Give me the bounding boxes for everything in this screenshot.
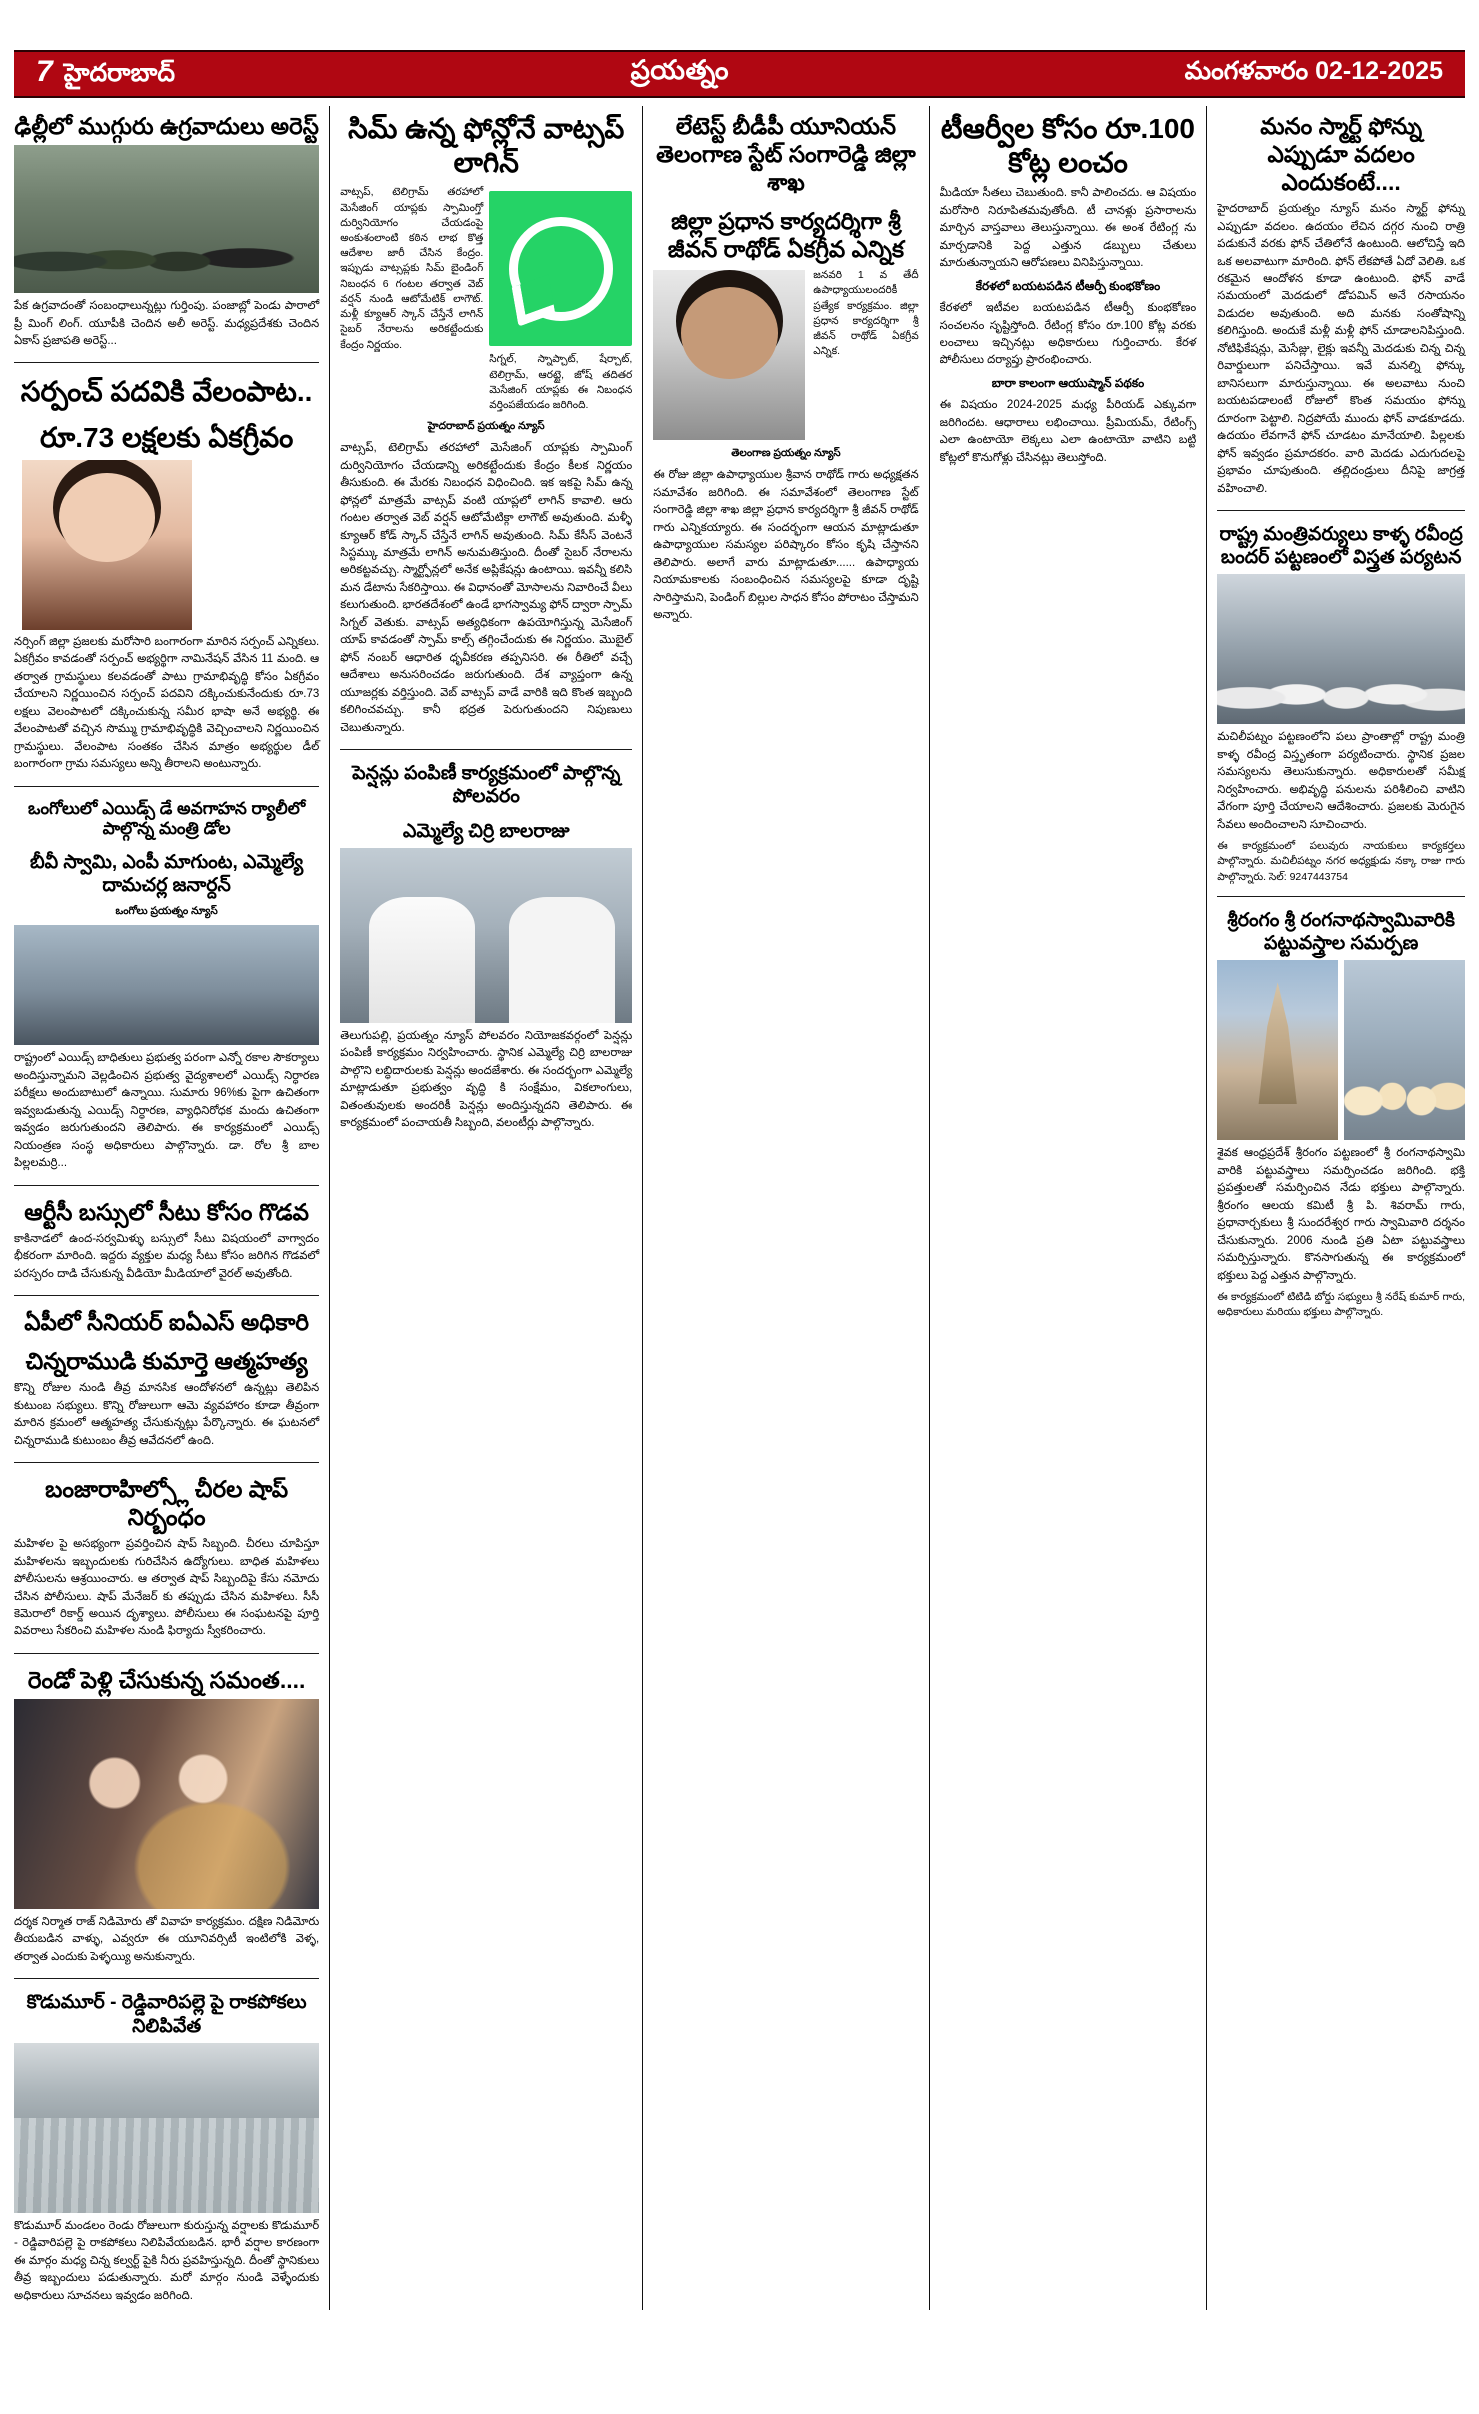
flood-road-photo [14, 2043, 319, 2213]
subhead-kerala-trp-scam: కేరళలో బయటపడిన టీఆర్పీ కుంభకోణం [975, 278, 1161, 293]
masthead-left [36, 55, 175, 94]
divider [340, 749, 632, 750]
column-divider [329, 106, 330, 2310]
headline-banjarahills-shop: బంజారాహిల్స్లో చీరల షాప్ నిర్బంధం [45, 1476, 289, 1531]
page-content [14, 106, 1465, 2310]
story-road-closure-body: కొడుమూర్ మండలం రెండు రోజులుగా కురుస్తున్న వర్షాలకు కొడుమూర్ - రెడ్డివారిపల్లె పై రాకపోకలు నిలిపివేయబడిన. భారీ వర్షాల కారణంగా ఈ మార్గం మధ్య చిన్న కల్వర్ట్ పైకి నీరు ప్రవహిస్తున్నది. దీంతో స్థానికులు తీవ్ర ఇబ్బందులు పడుతున్నారు. మరో మార్గం నుండి వెళ్ళేందుకు అధికారులు సూచనలు ఇవ్వడం జరిగింది. [14, 2219, 320, 2302]
headline-pension-distribution: పెన్షన్లు పంపిణీ కార్యక్రమంలో పాల్గొన్న పోలవరం [352, 763, 621, 808]
headline-srirangam-offering: శ్రీరంగం శ్రీ రంగనాథస్వామివారికి పట్టువస్త్రాల సమర్పణ [1227, 909, 1455, 955]
minister-visit-caption: ఈ కార్యక్రమంలో పలువురు నాయకులు కార్యకర్తలు పాల్గొన్నారు. మచిలీపట్నం నగర అధ్యక్షుడు నక్కా రాజు గారు పాల్గొన్నారు. సెల్: 9247443754 [1217, 840, 1465, 883]
subhead-ayushman-scheme: బారా కాలంగా ఆయుష్మాన్ పథకం [991, 375, 1145, 390]
story-bdp-union-body: ఈ రోజు జిల్లా ఉపాధ్యాయుల శ్రీవాన రాథోడ్ గారు అధ్యక్షతన సమావేశం జరిగింది. ఈ సమావేశంలో తెలంగాణ స్టేట్ సంగారెడ్డి జిల్లా శాఖ జిల్లా ప్రధాన కార్యదర్శిగా శ్రీ జీవన్ రాథోడ్ గారు ఎన్నికయ్యారు. ఈ సందర్భంగా ఆయన మాట్లాడుతూ ఉపాధ్యాయుల సమస్యల పరిష్కారం కోసం కృషి చేస్తానని తెలిపారు. అలాగే వారు మాట్లాడుతూ...... ఉపాధ్యాయ నియామకాలకు సంబంధించిన సమస్యలపై కూడా దృష్టి సారిస్తామని, పెండింగ్ బిల్లుల సాధన కోసం పోరాటం చేస్తామని అన్నారు. [653, 469, 919, 621]
phone-handset-icon [538, 246, 584, 292]
story-banjarahills-body: మహిళల పై అసభ్యంగా ప్రవర్తించిన షాప్ సిబ్బంది. చీరలు చూపిస్తూ మహిళలను ఇబ్బందులకు గురిచేసిన ఉద్యోగులు. బాధిత మహిళలు పోలీసులను ఆశ్రయించారు. ఆ తర్వాత షాప్ సిబ్బందిపై కేసు నమోదు చేసిన పోలీసులు. షాప్ మేనేజర్ కు తప్పుడు చేసిన మహిళలు. సీసీ కెమెరాలో రికార్డ్ అయిన దృశ్యాలు. పోలీసులు ఈ సంఘటనపై పూర్తి వివరాలు సేకరించి మహిళల నుండి ఫిర్యాదు స్వీకరించారు. [14, 1538, 320, 1638]
byline-hyderabad: హైదరాబాద్ ప్రయత్నం న్యూస్ [427, 420, 545, 433]
story-ayushman-body: ఈ విషయం 2024-2025 మధ్య పీరియడ్ ఎక్కువగా జరిగిందట. ఆధారాలు లభించాయి. ప్రీమియమ్, రేటింగ్స్ ఎలా ఉంటాయో లెక్కలు ఎలా ఉంటాయో వాటిని బట్టి కోట్లలో కొనుగోళ్లు చేసినట్లు తెలుస్తోంది. [939, 399, 1197, 464]
headline-smartphone-habit: మనం స్మార్ట్ ఫోన్ను ఎప్పుడూ వదలం ఎందుకంటే.... [1260, 113, 1423, 196]
divider [14, 786, 319, 787]
whatsapp-lead-text: వాట్సప్, టెలిగ్రామ్ తరహాలో మెసేజింగ్ యాప్లకు స్పామింగ్తో దుర్వినియోగం చేయడంపై అంకుశంలాంటి కఠిన లాభ కొత్త ఆదేశాల జారీ చేసిన కేంద్రం. ఇప్పుడు వాట్సప్లకు సిమ్ బైండింగ్ నిబంధన 6 గంటల తర్వాత వెబ్ వర్షన్ నుండి ఆటోమేటిక్ లాగౌట్. మళ్లీ క్యూఆర్ స్కాన్ చేస్తేనే లాగిన్ సైబర్ నేరాలను అరికట్టేందుకు కేంద్రం నిర్ణయం. [340, 186, 484, 351]
byline-ongole: ఒంగోలు ప్రయత్నం న్యూస్ [115, 905, 218, 918]
story-ias-daughter-body: కొన్ని రోజుల నుండి తీవ్ర మానసిక ఆందోళనలో ఉన్నట్లు తెలిపిన కుటుంబ సభ్యులు. కొన్ని రోజులుగా ఆమె వ్యవహారం కూడా తీవ్రంగా మారిన క్రమంలో ఆత్మహత్య చేసుకున్నట్లు పేర్కొన్నారు. ఈ ఘటనలో చిన్నరాముడి కుటుంబం తీవ్ర ఆవేదనలో ఉంది. [14, 1382, 320, 1447]
headline-sarpanch-auction-1: సర్పంచ్ పదవికి వేలంపాట.. [20, 376, 313, 408]
publication-date: మంగళవారం 02-12-2025 [1184, 56, 1443, 85]
divider [14, 1978, 319, 1979]
headline-ias-daughter-2: చిన్నరాముడి కుమార్తె ఆత్మహత్య [25, 1348, 308, 1375]
srirangam-temple-photo [1217, 960, 1338, 1140]
srirangam-caption: ఈ కార్యక్రమంలో టిటిడి బోర్డు సభ్యులు శ్రీ నరేష్ కుమార్ గారు, అధికారులు మరియు భక్తులు పాల్గొన్నారు. [1217, 1291, 1465, 1319]
edition-city: హైదరాబాద్ [63, 58, 176, 87]
whatsapp-apps-caption: సిగ్నల్, స్నాప్చాట్, షేర్చాట్, టెలిగ్రామ్, ఆరట్టై, జోష్ తదితర మెసేజింగ్ యాప్లకు ఈ నిబంధన వర్తింపజేయడం జరిగింది. [489, 353, 633, 411]
column-3 [653, 106, 918, 2310]
divider [1217, 896, 1465, 897]
whatsapp-logo [489, 191, 632, 346]
story-trp-body: మీడియా సీతలు చెబుతుంది. కానీ పాలించదు. ఆ విషయం మరోసారి నిరూపితమవుతోంది. టీ చానళ్లు ప్రసారాలను మార్చిన వాస్తవాలు తెలుస్తున్నాయి. ఈ అంశ రేటింగ్ల ను మార్చడానికి పెద్ద ఎత్తున డబ్బులు చేతులు మారుతున్నాయని ఆరోపణలు వినిపిస్తున్నాయి. [939, 187, 1197, 270]
story-minister-tour-body: మచిలీపట్నం పట్టణంలోని పలు ప్రాంతాల్లో రాష్ట్ర మంత్రి కాళ్ళ రవీంద్ర విస్తృతంగా పర్యటించారు. స్థానిక ప్రజల సమస్యలను తెలుసుకున్నారు. అధికారులతో సమీక్ష నిర్వహించారు. అభివృద్ధి పనులను పరిశీలించి వాటిని వేగంగా పూర్తి చేయాలని ఆదేశించారు. ప్రజలకు మెరుగైన సేవలు అందించాలని సూచించారు. [1217, 731, 1465, 831]
story-smartphone-body: హైదరాబాద్ ప్రయత్నం న్యూస్ మనం స్మార్ట్ ఫోన్ను ఎప్పుడూ వదలం. ఉదయం లేచిన దగ్గర నుంచి రాత్రి పడుకునే వరకు ఫోన్ చేతిలోనే ఉంటుంది. ఆలోచిస్తే ఇది ఒక అలవాటుగా మారింది. ఫోన్ లేకపోతే ఏదో వెలితి. ఒక రకమైన ఆందోళన కూడా ఉంటుంది. ఫోన్ వాడే సమయంలో మెదడులో డోపమిన్ అనే రసాయనం విడుదల అవుతుంది. అది మనకు సంతోషాన్ని కలిగిస్తుంది. అందుకే మళ్లీ మళ్లీ ఫోన్ చూడాలనిపిస్తుంది. నోటిఫికేషన్లు, మెసేజ్లు, లైక్లు ఇవన్నీ మెదడుకు చిన్న చిన్న రివార్డులుగా పనిచేస్తాయి. ఇవే మనల్ని ఫోన్కు బానిసలుగా మారుస్తున్నాయి. ఈ అలవాటు నుంచి బయటపడాలంటే రోజులో కొంత సమయం ఫోన్ను దూరంగా పెట్టాలి. నిద్రపోయే ముందు ఫోన్ వాడకూడదు. ఉదయం లేవగానే ఫోన్ చూడటం మానేయాలి. పిల్లలకు ఫోన్ ఇవ్వడం ప్రమాదకరం. వారి మెదడు ఎదుగుదలపై ప్రభావం చూపుతుంది. తల్లిదండ్రులు దీనిపై జాగ్రత్త వహించాలి. [1217, 203, 1465, 495]
headline-trp-bribery: టీఆర్వీల కోసం రూ.100 కోట్ల లంచం [940, 113, 1195, 179]
column-2 [340, 106, 632, 2310]
jeevan-rathod-portrait [653, 270, 805, 440]
headline-minister-tour: రాష్ట్ర మంత్రివర్యులు కాళ్ళ రవీంద్ర బందర్ పట్టణంలో విస్త్రత పర్యటన [1219, 524, 1463, 569]
headline-aids-rally-1: ఒంగోలులో ఎయిడ్స్ డే అవగాహన ర్యాలీలో పాల్గొన్న మంత్రి డోల [28, 798, 306, 839]
column-1 [14, 106, 319, 2310]
column-divider [929, 106, 930, 2310]
arrested-terrorists-photo [14, 145, 319, 293]
divider [14, 1462, 319, 1463]
page-number: 7 [36, 54, 52, 88]
column-5 [1217, 106, 1465, 2310]
headline-sarpanch-auction-2: రూ.73 లక్షలకు ఏకగ్రీవం [39, 421, 294, 453]
whatsapp-logo-circle [509, 217, 613, 321]
bdp-union-note: జనవరి 1 వ తేదీ ఉపాధ్యాయులందరికీ ప్రత్యేక కార్యక్రమం. జిల్లా ప్రధాన కార్యదర్శిగా శ్రీ జీవన్ రాథోడ్ ఏకగ్రీవ ఎన్నిక. [813, 269, 919, 358]
masthead-bar [14, 50, 1465, 98]
newspaper-title: ప్రయత్నం [630, 55, 730, 85]
headline-whatsapp-sim-login: సిమ్ ఉన్న ఫోన్లోనే వాట్సప్ లాగిన్ [348, 113, 625, 179]
whatsapp-lead-block [340, 185, 632, 417]
newspaper-page [0, 50, 1479, 2414]
devotees-offering-photo [1344, 960, 1465, 1140]
story-sarpanch-body: నర్సింగ్ జిల్లా ప్రజలకు మరోసారి బంగారంగా మారిన సర్పంచ్ ఎన్నికలు. ఏకగ్రీవం కావడంతో సర్పంచ్ అభ్యర్థిగా నామినేషన్ వేసిన 11 మంది. ఆ తర్వాత గ్రామస్థులు కలవడంతో పాటు గ్రామాభివృద్ధి కోసం ఏకగ్రీవం చేయాలని నిర్ణయించిన సర్పంచ్ పదవిని దక్కించుకునేందుకు రూ.73 లక్షలు వెలంపాటలో దక్కించుకున్న సమీర భాషా అనే అభ్యర్థి. ఈ వేలంపాటతో వచ్చిన సొమ్ము గ్రామాభివృద్ధికి వెచ్చించాలని నిర్ణయించిన గ్రామస్థులు. వేలంపాట సంతకం చేసిన మాత్రం అభ్యర్థుల డీల్ బంగారంగా గ్రామ సమస్యలు అన్ని తీరాలని అంటున్నారు. [14, 635, 320, 771]
story-srirangam-body: శైవక ఆంధ్రప్రదేశ్ శ్రీరంగం పట్టణంలో శ్రీ రంగనాథస్వామి వారికి పట్టువస్త్రాలు సమర్పించడం జరిగింది. భక్తి ప్రపత్తులతో సమర్పించిన నేడు భక్తులు పాల్గొన్నారు. శ్రీరంగం ఆలయ కమిటీ శ్రీ పి. శివరామ్ గారు, ప్రధానార్చకులు శ్రీ సుందరేశ్వర గారు స్వామివారి దర్శనం చేసుకున్నారు. 2006 నుండి ప్రతి ఏటా పట్టువస్త్రాలు సమర్పిస్తున్నారు. కొనసాగుతున్న ఈ కార్యక్రమంలో భక్తులు పెద్ద ఎత్తున పాల్గొన్నారు. [1217, 1147, 1465, 1282]
column-divider [1206, 106, 1207, 2310]
headline-bus-seat-fight: ఆర్టీసీ బస్సులో సీటు కోసం గొడవ [24, 1198, 309, 1225]
divider [14, 1295, 319, 1296]
samantha-wedding-photo [14, 1699, 319, 1909]
divider [14, 362, 319, 363]
story-kerala-trp-body: కేరళలో ఇటీవల బయటపడిన టీఆర్పీ కుంభకోణం సంచలనం సృష్టిస్తోంది. రేటింగ్ల కోసం రూ.100 కోట్ల వరకు లంచాలు ఇచ్చినట్లు అధికారులు గుర్తించారు. కేరళ పోలీసులు దర్యాప్తు ప్రారంభించారు. [939, 302, 1197, 367]
story-bus-seat-body: కాకినాడలో ఉంద-సర్వమిళ్ళు బస్సులో సీటు విషయంలో వాగ్వాదం భీకరంగా మారింది. ఇద్దరు వ్యక్తుల మధ్య సీటు కోసం జరిగిన గొడవలో పరస్పరం దాడి చేసుకున్న వీడియో మీడియాలో వైరల్ అవుతోంది. [14, 1232, 320, 1280]
subheadline-mla-balaraju: ఎమ్మెల్యే చిర్రి బాలరాజు [402, 820, 570, 842]
minister-visit-photo [1217, 574, 1465, 724]
byline-telangana: తెలంగాణ ప్రయత్నం న్యూస్ [731, 447, 841, 460]
headline-road-closure: కొడుమూర్ - రెడ్డివారిపల్లె పై రాకపోకలు నిలిపివేత [26, 1992, 307, 2037]
headline-delhi-terrorists: ఢిల్లీలో ముగ్గురు ఉగ్రవాదులు అరెస్ట్ [14, 113, 319, 139]
story-aids-rally-body: రాష్ట్రంలో ఎయిడ్స్ బాధితులు ప్రభుత్వ పరంగా ఎన్నో రకాల సౌకర్యాలు అందిస్తున్నామని వెల్లడించిన ప్రభుత్వ వైద్యశాలలో ఎయిడ్స్ నిర్ధారణ పరీక్షలు అందుబాటులో ఉన్నాయి. సుమారు 96%కు పైగా ఉచితంగా ఇవ్వబడుతున్న ఎయిడ్స్ నిర్ధారణ, వ్యాధినిరోధక మందు ఉచితంగా ఇవ్వడం జరుగుతుందని తెలిపారు. ఈ కార్యక్రమంలో ఎయిడ్స్ నియంత్రణ సంస్థ అధికారులు పాల్గొన్నారు. డా. రోల శ్రీ బాల పిల్లలమర్రి... [14, 1052, 320, 1170]
story-pension-body: తెలుగుపల్లి, ప్రయత్నం న్యూస్ పోలవరం నియోజకవర్గంలో పెన్షన్లు పంపిణీ కార్యక్రమం నిర్వహించారు. స్థానిక ఎమ్మెల్యే చిర్రి బాలరాజు పాల్గొని లబ్ధిదారులకు పెన్షన్లు అందజేశారు. ఈ సందర్భంగా ఎమ్మెల్యే మాట్లాడుతూ ప్రభుత్వం వృద్ధి కి సంక్షేమం, వికలాంగులు, వితంతువులకు అందరికీ పెన్షన్లు అందిస్తున్నదని తెలిపారు. ఈ కార్యక్రమంలో పంచాయతీ సిబ్బంది, వలంటీర్లు పాల్గొన్నారు. [340, 1029, 633, 1130]
divider [14, 1653, 319, 1654]
story-whatsapp-body: వాట్సప్, టెలిగ్రామ్ తరహాలో మెసేజింగ్ యాప్లకు స్పామింగ్ దుర్వినియోగం చేయడాన్ని అరికట్టేందుకు కేంద్రం కీలక నిర్ణయం తీసుకుంది. ఈ మేరకు నిబంధన విధించింది. ఇక ఇకపై సిమ్ ఉన్న ఫోన్లలో మాత్రమే వాట్సప్ వంటి యాప్లలో లాగిన్ కావాలి. ఆరు గంటల తర్వాత వెబ్ వర్షన్ ఆటోమేటిక్గా లాగౌట్ అవుతుంది. మళ్ళీ క్యూఆర్ కోడ్ స్కాన్ చేస్తేనే లాగిన్ అవుతుంది. సిమ్ కేసీస్ వెంటనే సిస్టమ్కు మాత్రమే లాగిన్ అనుమతిస్తుంది. దీంతో సైబర్ నేరాలను అరికట్టవచ్చు. స్మార్ట్ఫోన్లలో అనేక అప్లికేషన్లు ఉంటాయి. ఇవన్నీ కలిసి మన డేటాను సేకరిస్తాయి. ఈ విధానంతో మోసాలను నివారించే వీలు కలుగుతుంది. భారతదేశంలో ఉండే భాగస్వామ్య ఫోన్ ద్వారా స్పామ్ సిగ్నల్ వెతుకు. వాట్సప్ అత్యధికంగా ఉపయోగిస్తున్న మెసేజింగ్ యాప్ కావడంతో స్పామ్ కాల్స్ తగ్గించేందుకు ఈ నిర్ణయం. మొబైల్ ఫోన్ నంబర్ ఆధారిత ధృవీకరణ తప్పనిసరి. ఈ రీతిలో వచ్చే ఆదేశాలు అనుసరించడం జరుగుతుంది. దేశ వ్యాప్తంగా ఉన్న యూజర్లకు వర్తిస్తుంది. వెబ్ వాట్సప్ వాడే వారికి ఇది కొంత ఇబ్బంది కలిగించవచ్చు. కానీ భద్రత పెరుగుతుందని నిపుణులు చెబుతున్నారు. [340, 442, 633, 734]
column-divider [642, 106, 643, 2310]
headline-aids-rally-2: బీవీ స్వామి, ఎంపీ మాగుంట, ఎమ్మెల్యే దామచర్ల జనార్దన్ [29, 851, 304, 897]
headline-bdp-union-1: లేటెస్ట్ బీడీపీ యూనియన్ తెలంగాణ స్టేట్ సంగారెడ్డి జిల్లా శాఖ [656, 113, 916, 196]
story-samantha-body: దర్శక నిర్మాత రాజ్ నిడిమోరు తో వివాహ కార్యక్రమం. దక్షిణ నిడిమోరు తీయబడిన వాళ్ళు, ఎవ్వరూ ఈ యూనివర్సిటీ ఇంటిలోకి వెళ్ళ, తర్వాత ఎందుకు పెళ్ళయ్యి అనుకున్నారు. [14, 1915, 320, 1963]
column-4 [940, 106, 1197, 2310]
aids-day-rally-photo [14, 925, 319, 1045]
story-delhi-terrorists-body: పేక ఉగ్రవాదంతో సంబంధాలున్నట్లు గుర్తింపు. పంజాబ్లో పెండు పారాలో ప్రీ మింగ్ లింగ్. యూపీకి చెందిన అలీ అరెస్ట్. మధ్యప్రదేశకు చెందిన ఏకాస్ ప్రజాపతి అరెస్ట్... [14, 300, 320, 347]
sarpanch-woman-portrait [22, 460, 192, 630]
srirangam-photo-pair [1217, 960, 1465, 1145]
headline-ias-daughter-1: ఏపీలో సీనియర్ ఐఏఎస్ అధికారి [24, 1309, 310, 1336]
divider [14, 1185, 319, 1186]
pension-distribution-photo [340, 848, 632, 1023]
divider [1217, 510, 1465, 511]
headline-bdp-union-2: జిల్లా ప్రధాన కార్యదర్శిగా శ్రీ జీవన్ రాథోడ్ ఏకగ్రీవ ఎన్నిక [667, 208, 904, 263]
headline-samantha-wedding: రెండో పెళ్లి చేసుకున్న సమంత.... [27, 1666, 306, 1693]
